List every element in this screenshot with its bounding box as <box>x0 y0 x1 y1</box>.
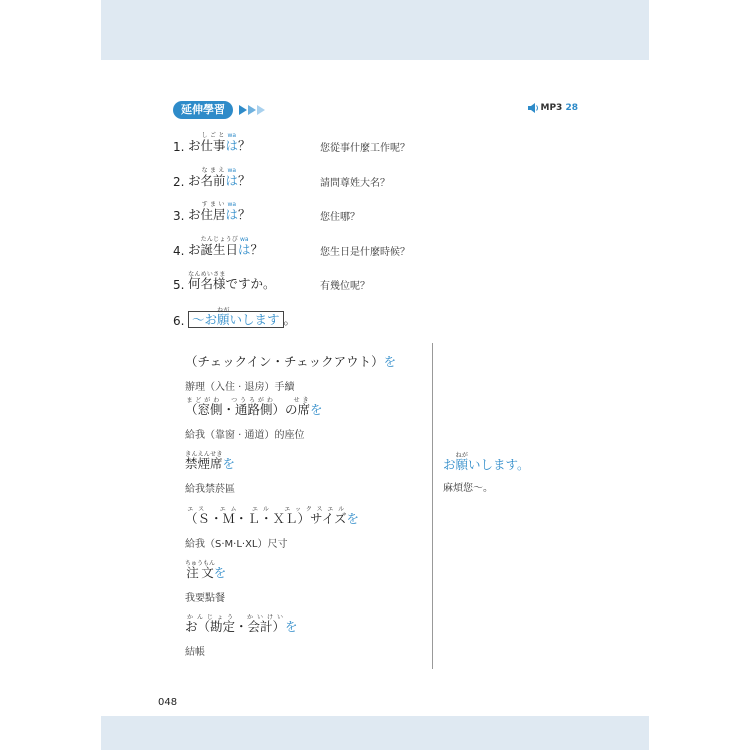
top-band <box>101 0 649 60</box>
example-item-1 <box>185 352 425 393</box>
particle-ruby: wa <box>225 132 239 139</box>
example-item-3 <box>185 451 425 495</box>
phrase-row-4 <box>173 228 553 262</box>
phrase-chinese: 請問尊姓大名？ <box>320 178 390 189</box>
speaker-icon[interactable] <box>528 102 540 114</box>
page-number: 048 <box>158 697 178 708</box>
phrase-number: 3. <box>173 209 185 223</box>
phrase-prefix: お <box>188 138 201 153</box>
phrase-ruby: なまえ <box>200 167 226 174</box>
section-header <box>173 101 578 119</box>
phrase-japanese <box>188 271 276 292</box>
phrase-particle: は <box>225 207 239 222</box>
example-japanese <box>185 506 425 527</box>
phrase-number: 1. <box>173 140 185 154</box>
example-text: 禁煙席 <box>185 456 223 471</box>
example-ruby: かんじょう かいけい <box>185 614 286 621</box>
phrase-suffix: ？ <box>238 138 251 153</box>
example-japanese <box>185 614 425 635</box>
phrase-rest: いします <box>229 312 280 327</box>
section-title: 延伸學習 <box>173 101 233 119</box>
summary-chinese: 麻煩您～。 <box>443 483 493 494</box>
example-chinese: 給我禁菸區 <box>185 484 235 495</box>
phrase-period: 。 <box>283 312 297 327</box>
example-item-6 <box>185 614 425 658</box>
arrow-right-icon <box>239 105 265 115</box>
example-particle: を <box>383 354 397 369</box>
example-text: お（勘定・会計） <box>185 619 286 634</box>
book-page <box>101 0 649 750</box>
example-text: （Ｓ・Ｍ・Ｌ・ＸＬ）サイズ <box>185 511 347 526</box>
phrase-kanji: 何名様 <box>188 276 226 291</box>
phrase-row-3 <box>173 193 553 227</box>
phrase-chinese: 您住哪？ <box>320 212 360 223</box>
phrase-ruby: ねが <box>217 307 230 314</box>
bottom-band <box>101 716 649 750</box>
phrase-particle: は <box>225 138 239 153</box>
summary-prefix: お <box>443 457 456 472</box>
phrase-prefix: お <box>188 173 201 188</box>
example-item-5 <box>185 560 425 604</box>
phrase-suffix: ですか。 <box>225 276 276 291</box>
phrase-kanji: 仕事 <box>200 138 226 153</box>
phrase-suffix: ？ <box>238 207 251 222</box>
example-japanese <box>185 560 425 581</box>
phrase-particle: は <box>238 242 251 257</box>
example-ruby: ちゅうもん <box>185 560 216 567</box>
phrase-chinese: 您從事什麼工作呢？ <box>320 143 410 154</box>
example-text: （チェックイン・チェックアウト） <box>185 354 384 369</box>
example-particle: を <box>285 619 298 634</box>
phrase-japanese <box>188 167 251 189</box>
phrase-row-2 <box>173 159 553 193</box>
example-particle: を <box>346 511 360 526</box>
phrase-row-5 <box>173 262 553 296</box>
example-particle: を <box>310 402 323 417</box>
example-chinese: 給我（靠窗 ‧ 通道）的座位 <box>185 430 305 441</box>
phrase-suffix: ？ <box>238 173 251 188</box>
phrase-prefix: お <box>188 242 201 257</box>
phrase-chinese: 您生日是什麼時候？ <box>320 247 410 258</box>
example-chinese: 結帳 <box>185 647 205 658</box>
particle-ruby: wa <box>238 236 251 243</box>
example-japanese <box>185 352 425 370</box>
summary-kanji: 願 <box>455 457 469 472</box>
phrase-number: 2. <box>173 175 185 189</box>
phrase-japanese <box>188 201 251 223</box>
audio-track-number: 28 <box>565 103 578 113</box>
example-chinese: 給我（S‧M‧L‧XL）尺寸 <box>185 539 288 550</box>
phrase-number: 4. <box>173 244 185 258</box>
example-japanese <box>185 397 425 418</box>
example-chinese: 辦理（入住 ‧ 退房）手續 <box>185 382 295 393</box>
summary-ruby: ねが <box>455 452 469 459</box>
phrase-tilde: ～お <box>192 312 218 327</box>
example-japanese <box>185 451 425 472</box>
audio-prefix: MP3 <box>540 103 563 113</box>
phrase-ruby: たんじょうび <box>200 236 239 243</box>
phrase-suffix: ？ <box>250 242 264 257</box>
phrase-kanji: 願 <box>217 312 230 327</box>
phrase-kanji: 名前 <box>200 173 226 188</box>
phrase-row-6 <box>173 298 553 332</box>
example-ruby: まどがわ つうろがわ せき <box>185 397 310 404</box>
particle-ruby: wa <box>225 167 239 174</box>
phrase-number: 6. <box>173 314 185 328</box>
phrase-kanji: 誕生日 <box>200 242 239 257</box>
phrase-particle: は <box>225 173 239 188</box>
example-item-4 <box>185 506 425 550</box>
example-item-2 <box>185 397 425 441</box>
example-text: （窓側・通路側）の席 <box>185 402 311 417</box>
column-divider <box>432 343 433 669</box>
particle-ruby: wa <box>225 201 239 208</box>
phrase-row-1 <box>173 124 553 158</box>
audio-track-label <box>541 103 579 113</box>
phrase-ruby: すまい <box>200 201 226 208</box>
phrase-japanese <box>188 307 296 328</box>
example-chinese: 我要點餐 <box>185 593 225 604</box>
phrase-ruby: なんめいさま <box>188 271 226 278</box>
phrase-japanese <box>188 132 251 154</box>
phrase-chinese: 有幾位呢？ <box>320 281 370 292</box>
summary-rest: いします。 <box>468 457 530 472</box>
example-ruby: きんえんせき <box>185 451 223 458</box>
example-ruby: エス エム エル エックスエル <box>185 506 347 513</box>
pattern-summary <box>443 452 583 494</box>
phrase-box <box>188 307 284 328</box>
summary-japanese <box>443 452 583 473</box>
phrase-ruby: しごと <box>200 132 226 139</box>
phrase-kanji: 住居 <box>200 207 226 222</box>
example-text: 注文 <box>185 565 216 580</box>
phrase-japanese <box>188 236 263 258</box>
phrase-prefix: お <box>188 207 201 222</box>
example-particle: を <box>222 456 236 471</box>
phrase-number: 5. <box>173 278 185 292</box>
example-particle: を <box>213 565 227 580</box>
